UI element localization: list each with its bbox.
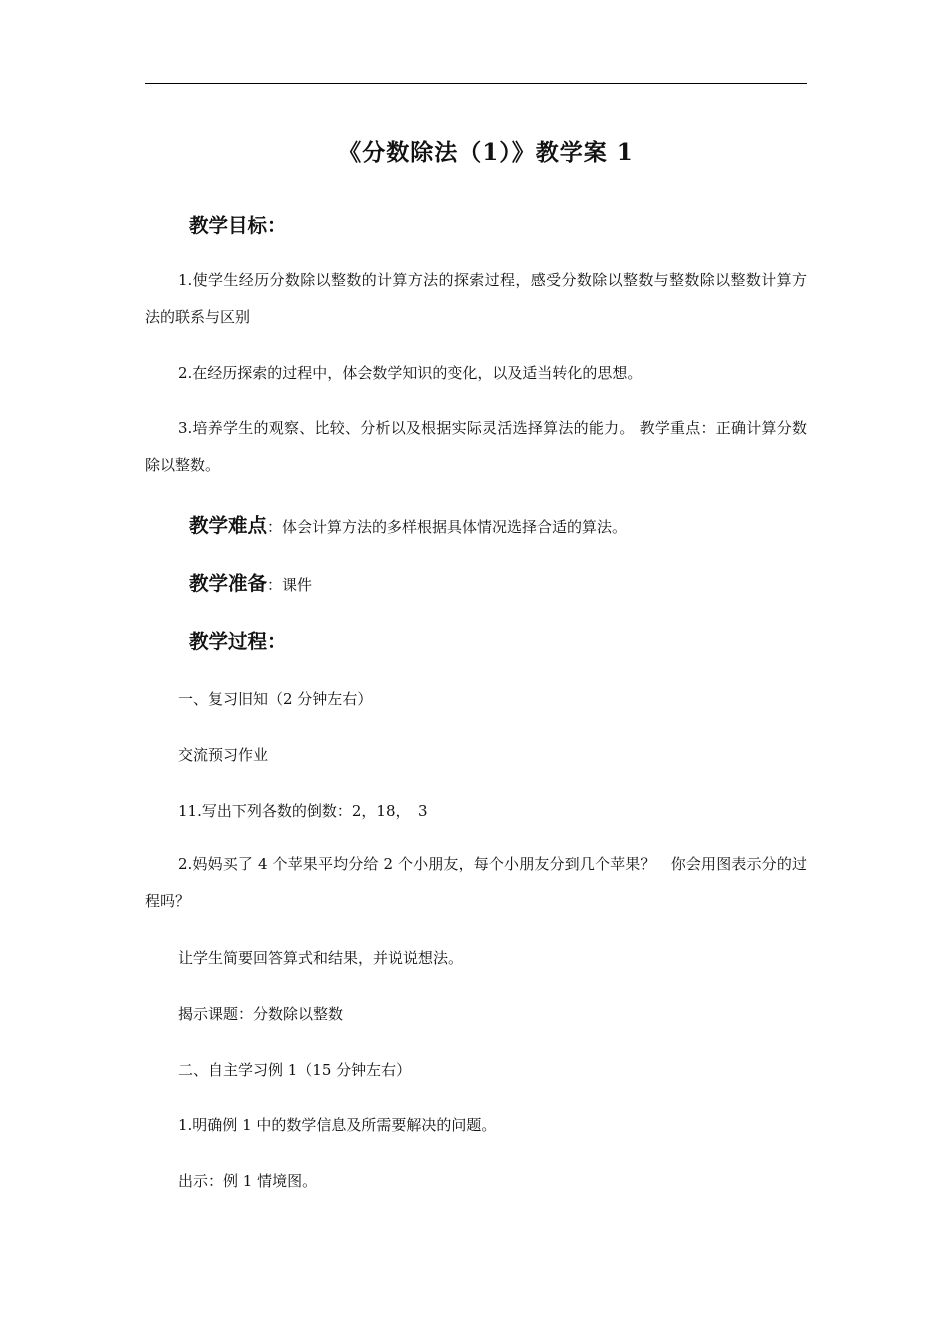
objective-3: 3.培养学生的观察、比较、分析以及根据实际灵活选择算法的能力。 教学重点：正确计算分数除以整数。 [145, 419, 807, 474]
top-rule [145, 83, 807, 84]
section1-title: 一、复习旧知（2 分钟左右） [178, 690, 373, 708]
difficulty-heading [189, 510, 627, 538]
preparation-label: 教学准备 [189, 572, 268, 595]
s1-line1: 交流预习作业 [178, 746, 269, 764]
s1-line4: 揭示课题：分数除以整数 [178, 1005, 344, 1023]
section2-title: 二、自主学习例 1（15 分钟左右） [178, 1061, 412, 1079]
s2-line2: 出示：例 1 情境图。 [178, 1172, 318, 1190]
difficulty-label: 教学难点 [189, 514, 268, 537]
objective-2: 2.在经历探索的过程中，体会数学知识的变化，以及适当转化的思想。 [178, 364, 643, 382]
s2-line1: 1.明确例 1 中的数学信息及所需要解决的问题。 [178, 1116, 497, 1134]
objectives-heading: 教学目标： [189, 214, 287, 237]
s1-para: 2.妈妈买了 4 个苹果平均分给 2 个小朋友，每个小朋友分到几个苹果？ 你会用图表示分的过程吗？ [145, 855, 807, 910]
preparation-heading [189, 568, 312, 596]
process-heading: 教学过程： [189, 630, 287, 653]
preparation-text: ：课件 [267, 576, 313, 594]
page-title: 《分数除法（1）》教学案 1 [338, 139, 634, 166]
objective-1: 1.使学生经历分数除以整数的计算方法的探索过程，感受分数除以整数与整数除以整数计算方法的联系与区别 [145, 271, 807, 326]
s1-line3: 让学生简要回答算式和结果，并说说想法。 [178, 949, 464, 967]
s1-line2: 11.写出下列各数的倒数：2，18， 3 [178, 802, 428, 820]
difficulty-text: ：体会计算方法的多样根据具体情况选择合适的算法。 [267, 518, 628, 536]
